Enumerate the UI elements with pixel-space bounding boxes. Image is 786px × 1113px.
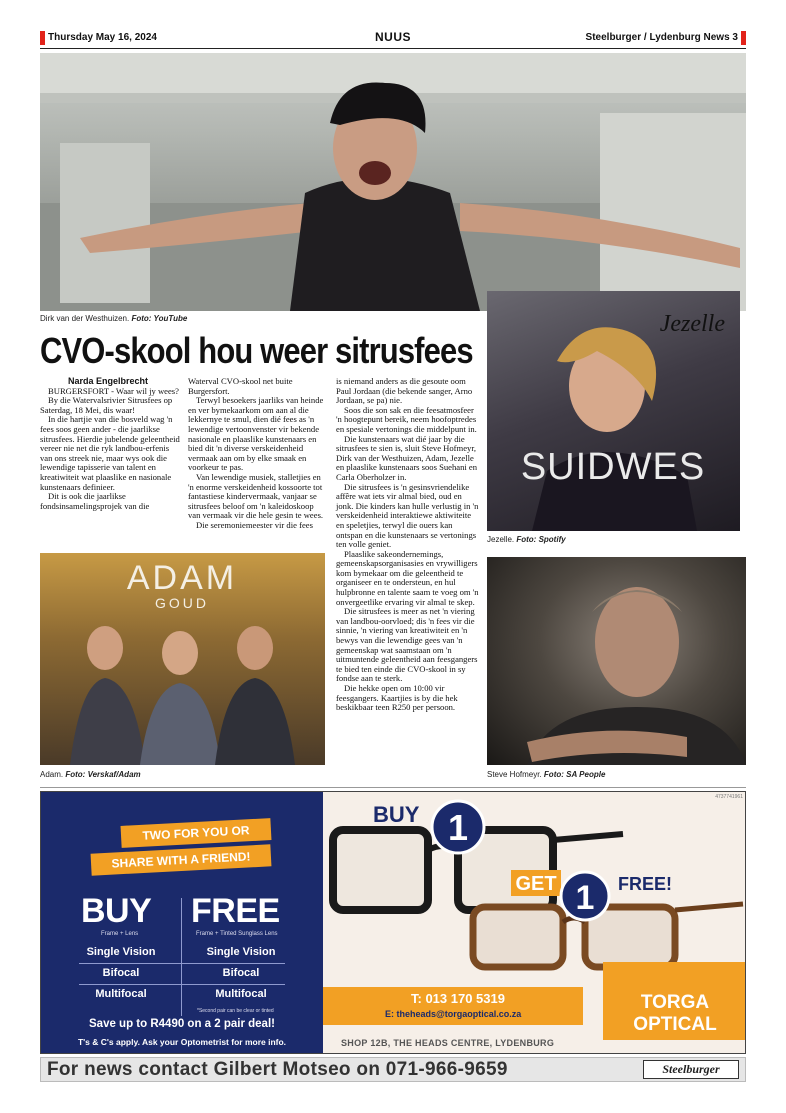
offer-buy-sub: Frame + Lens <box>101 931 139 937</box>
article-column-1 <box>40 377 180 511</box>
advert-ref: 4737741961 <box>715 794 743 800</box>
article-byline: Narda Engelbrecht <box>68 376 149 386</box>
header-accent-right <box>741 31 746 45</box>
offer-row-rule <box>79 984 285 985</box>
contact-phone: T: 013 170 5319 <box>411 991 505 1006</box>
adam-caption <box>40 770 141 779</box>
col3-para: Plaaslike sakeondernemings, gemeenskapsorganisasies en vrywilligers kom bymekaar om die geleentheid te organiseer en te ondersteun, en hul hulpbronne en talente saam te voeg om 'n onvergeetlike ervaring vir almal te skep. <box>336 548 479 607</box>
advert-brand-panel <box>323 792 746 1053</box>
adam-album-art <box>40 553 325 765</box>
headline-one-free: 1 <box>575 879 595 917</box>
brand-box <box>603 962 746 1040</box>
page-header <box>40 30 746 46</box>
col1-para: In die hartjie van die bosveld wag 'n fees soos geen ander - die jaarlikse sitrusfees. Hierdie jubelende geleentheid vereer nie net die ryk landbou-erfenis van ons streek nie, maar wys ook die lewendige tapisserie van talent en kreatiwiteit wat plaaslike en nasionale kunstenaars definieer. <box>40 414 180 492</box>
offer-left-row: Single Vision <box>86 946 156 958</box>
offer-buy: BUY <box>81 892 152 930</box>
col1-para: By die Watervalsrivier Sitrusfees op Saterdag, 18 Mei, dis waar! <box>40 395 173 415</box>
steve-caption <box>487 770 605 779</box>
offer-right-row: Single Vision <box>206 946 276 958</box>
news-contact-text: For news contact Gilbert Motseo on 071-966-9659 <box>47 1059 508 1080</box>
col3-para: Soos die son sak en die feesatmosfeer 'n hoogtepunt bereik, neem hoofoptredes en spesiale vertonings die middelpunt in. <box>336 404 477 434</box>
adam-caption-credit: Foto: Verskaf/Adam <box>65 770 141 779</box>
col3-para: Die sitrusfees is 'n gesinsvriendelike affêre wat iets vir almal bied, oud en jonk. Die kinders kan hulle verlustig in 'n verskeidenheid interaktiewe aktiwiteite en speletjies, terwyl die ouers kan ontspan en die kunstenaars se vertonings ten volle geniet. <box>336 481 479 550</box>
torga-optical-advert[interactable] <box>40 791 746 1054</box>
offer-left-row: Bifocal <box>102 967 140 979</box>
article-headline: CVO-skool hou weer sitrusfees <box>40 330 473 371</box>
col2-para: Terwyl besoekers jaarliks van heinde en ver bymekaarkom om aan al die lekkernye te smul, dien dié fees as 'n lewendige vertoonvenster vir bekende nasionale en plaaslike kunstenaars en bied dit 'n diverse verskeidenheid vermaak aan om by elke smaak en voorkeur te pas. <box>188 395 324 473</box>
store-address: SHOP 12B, THE HEADS CENTRE, LYDENBURG <box>341 1038 555 1048</box>
col2-para: Waterval CVO-skool net buite Burgersfort. <box>188 376 293 396</box>
news-contact-bar <box>40 1057 746 1082</box>
col3-para: Die sitrusfees is meer as net 'n viering van landbou-oorvloed; dis 'n fees vir die sinnie, 'n viering van kreatiwiteit en 'n bewys van die lewendige gees van 'n gemeenskap wat saamstaan om 'n uitmuntende geleentheid aan feesgangers te bied ten einde die CVO-skool in sy fondse aan te sterk. <box>336 606 478 684</box>
steelburger-logo: Steelburger <box>643 1060 739 1079</box>
brand-line-2: OPTICAL <box>633 1014 717 1035</box>
contact-box <box>323 987 583 1025</box>
hero-caption-credit: Foto: YouTube <box>131 314 188 323</box>
jezelle-album-artist: Jezelle <box>659 311 725 337</box>
offer-save: Save up to R4490 on a 2 pair deal! <box>89 1018 275 1030</box>
jezelle-album-title: SUIDWES <box>520 446 706 488</box>
col3-para: Die kunstenaars wat dié jaar by die sitrusfees te sien is, sluit Steve Hofmeyr, Dirk van der Westhuizen, Adam, Jezelle en plaaslike kunstenaars soos Suehani en Carla Oberholzer in. <box>336 433 478 482</box>
offer-free-sub: Frame + Tinted Sunglass Lens <box>196 931 278 937</box>
offer-terms: T's & C's apply. Ask your Optometrist for more info. <box>77 1037 287 1047</box>
jezelle-caption-credit: Foto: Spotify <box>516 535 566 544</box>
offer-pill-top: TWO FOR YOU OR <box>121 818 272 848</box>
offer-right-row: Multifocal <box>215 988 267 1000</box>
adam-caption-name: Adam. <box>40 770 64 779</box>
offer-right-row: Bifocal <box>222 967 260 979</box>
jezelle-caption-name: Jezelle. <box>487 535 515 544</box>
steve-hofmeyr-photo <box>487 557 746 765</box>
col3-para: is niemand anders as die gesoute oom Paul Jordaan (die bekende sanger, Arno Jordaan, se pa) nie. <box>336 376 473 406</box>
col1-para: BURGERSFORT - Waar wil jy wees? <box>48 385 179 396</box>
headline-one: 1 <box>447 807 469 848</box>
steve-photo-art <box>487 557 746 765</box>
hero-caption-name: Dirk van der Westhuizen. <box>40 314 130 323</box>
offer-divider <box>181 898 182 1016</box>
jezelle-album-photo <box>487 291 740 531</box>
col2-para: Die seremoniemeester vir die fees <box>196 519 313 530</box>
offer-left-row: Multifocal <box>95 988 147 1000</box>
col2-para: Van lewendige musiek, stalletjies en 'n enorme verskeidenheid kossoorte tot fantastiese kindervermaak, vanjaar se sitrusfees beloof om 'n kaleidoskoop van vermaak vir die hele gesin te wees. <box>188 471 324 521</box>
offer-fine-print: *Second pair can be clear or tinted <box>197 1008 274 1014</box>
section-title: NUUS <box>374 30 411 44</box>
headline-buy: BUY <box>373 802 420 827</box>
article-column-3 <box>336 377 479 713</box>
headline-free: FREE! <box>618 874 672 894</box>
col3-para: Die hekke open om 10:00 vir feesgangers. Kaartjies is by die hek beskikbaar teen R250 per persoon. <box>336 683 458 713</box>
col1-para: Dit is ook die jaarlikse fondsinsamelingsprojek van die <box>40 491 150 511</box>
offer-pill-bottom: SHARE WITH A FRIEND! <box>91 844 272 875</box>
jezelle-caption <box>487 535 566 544</box>
steve-caption-name: Steve Hofmeyr. <box>487 770 542 779</box>
steve-caption-credit: Foto: SA People <box>543 770 606 779</box>
adam-album-photo <box>40 553 325 765</box>
advert-offer-panel <box>41 792 323 1053</box>
brand-line-1: TORGA <box>640 992 710 1013</box>
header-rule <box>40 48 746 49</box>
adam-album-title: GOUD <box>155 595 209 611</box>
hero-photo-dirk <box>40 53 746 311</box>
offer-row-rule <box>79 963 285 964</box>
contact-email: E: theheads@torgaoptical.co.za <box>385 1009 522 1019</box>
jezelle-album-art <box>487 291 740 531</box>
hero-caption <box>40 314 187 323</box>
glasses-illustration <box>323 792 746 982</box>
article-column-2 <box>188 377 328 531</box>
publication-name: Steelburger / Lydenburg News 3 <box>585 32 738 43</box>
hero-photo-art <box>40 53 746 311</box>
offer-free: FREE <box>191 892 280 930</box>
section-divider <box>40 787 746 788</box>
issue-date: Thursday May 16, 2024 <box>48 32 157 43</box>
headline-get: GET <box>515 873 557 895</box>
adam-album-artist: ADAM <box>126 559 238 597</box>
